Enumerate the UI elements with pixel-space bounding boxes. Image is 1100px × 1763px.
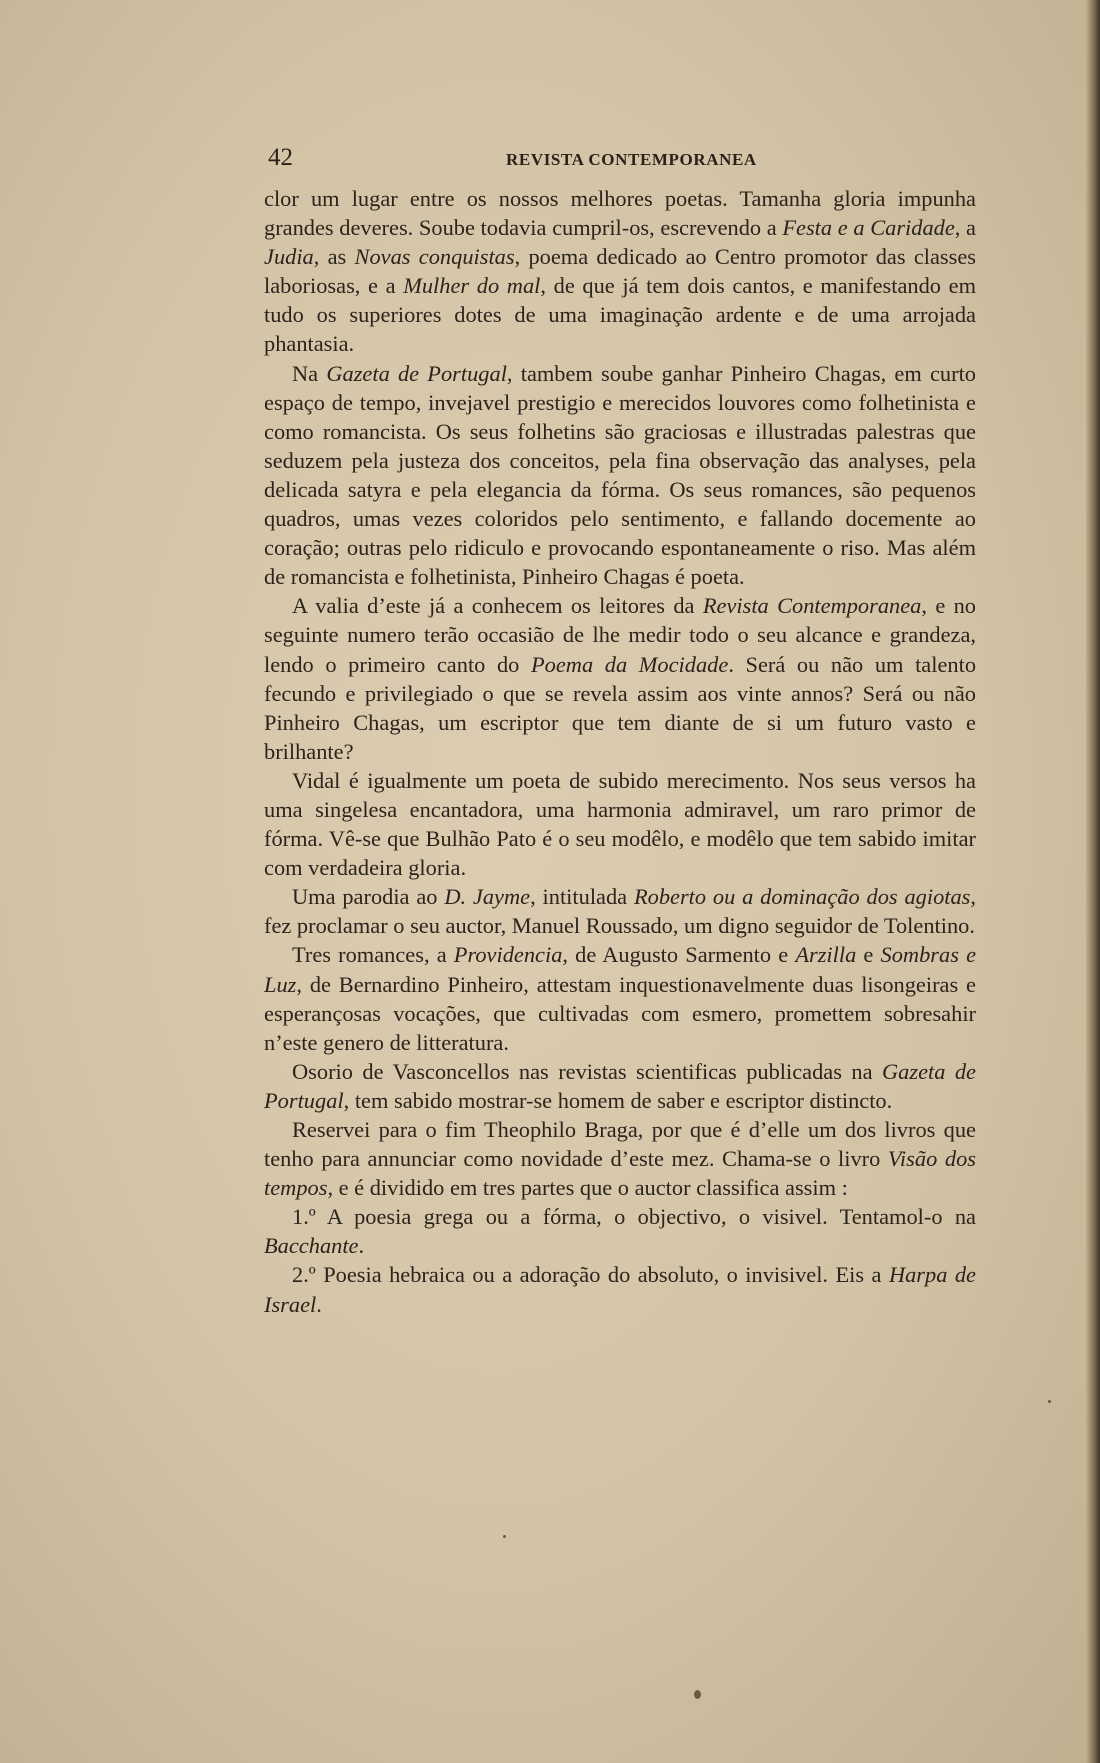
italic-title-text: Judia — [264, 244, 314, 270]
paragraph-text: 1.º A poesia grega ou a fórma, o objectivo, o visivel. Tentamol-o na — [292, 1204, 976, 1230]
italic-title-text: Gazeta de Portugal — [326, 360, 507, 386]
paragraph — [264, 1057, 976, 1115]
paragraph — [264, 940, 976, 1056]
paragraph — [264, 1202, 976, 1260]
paragraph — [264, 766, 976, 882]
italic-title-text: Sombras e Luz — [264, 942, 977, 997]
paragraph-text: , e é dividido em tres partes que o auctor classifica assim : — [327, 1175, 848, 1201]
paragraph — [264, 184, 976, 359]
paragraph-text: , as — [313, 244, 355, 270]
paragraph-text: 2.º Poesia hebraica ou a adoração do absoluto, o invisivel. Eis a — [292, 1262, 889, 1288]
paragraph-text: A valia d’este já a conhecem os leitores da — [292, 593, 703, 619]
paragraph-text: , de Bernardino Pinheiro, attestam inquestionavelmente duas lisongeiras e esperançosas vocações, que cultivadas com esmero, promettem sobresahir n’este genero de litteratura. — [264, 971, 976, 1055]
paragraph-text: , intitulada — [530, 884, 634, 910]
italic-title-text: Bacchante — [264, 1233, 359, 1259]
italic-title-text: D. Jayme — [444, 884, 531, 910]
italic-title-text: Mulher do mal — [403, 273, 541, 299]
running-title: REVISTA CONTEMPORANEA — [506, 150, 757, 169]
paragraph-text: , a — [954, 215, 976, 241]
italic-title-text: Gazeta de Portugal — [264, 1058, 976, 1113]
page-header — [268, 144, 988, 174]
paragraph-text: e — [856, 942, 881, 968]
italic-title-text: Visão dos tempos — [264, 1146, 976, 1201]
italic-title-text: Festa e a Caridade — [782, 215, 955, 241]
paragraph — [264, 591, 976, 766]
italic-title-text: Arzilla — [795, 942, 857, 968]
paragraph-text: , fez proclamar o seu auctor, Manuel Roussado, um digno seguidor de Tolentino. — [264, 884, 977, 939]
italic-title-text: Roberto ou a dominação dos agiotas — [633, 884, 971, 910]
paragraph — [264, 882, 976, 940]
paragraph-text: . — [358, 1233, 365, 1259]
paragraph-text: Osorio de Vasconcellos nas revistas scientificas publicadas na — [292, 1058, 882, 1084]
paragraph-text: , de que já tem dois cantos, e manifestando em tudo os superiores dotes de uma imaginação ardente e de uma arrojada phantasia. — [264, 273, 977, 357]
paragraph-text: , tambem soube ganhar Pinheiro Chagas, em curto espaço de tempo, invejavel prestigio e merecidos louvores como folhetinista e como romancista. Os seus folhetins são graciosas e illustradas palestras que seduzem pela justeza dos conceitos, pela fina observação das analyses, pela delicada satyra e pela elegancia da fórma. Os seus romances, são pequenos quadros, umas vezes coloridos pelo sentimento, e fallando docemente ao coração; outras pelo ridiculo e provocando espontaneamente o riso. Mas além de romancista e folhetinista, Pinheiro Chagas é poeta. — [264, 360, 976, 590]
paragraph-text: Tres romances, a — [292, 942, 454, 968]
paragraph-text: Reservei para o fim Theophilo Braga, por que é d’elle um dos livros que tenho para annunciar como novidade d’este mez. Chama-se o livro — [264, 1117, 976, 1172]
paragraph — [264, 1115, 976, 1202]
italic-title-text: Novas conquistas — [354, 244, 515, 270]
italic-title-text: Harpa de Israel — [264, 1262, 976, 1317]
paragraph — [264, 1260, 976, 1318]
paragraph-text: . — [316, 1291, 322, 1317]
italic-title-text: Revista Contemporanea — [702, 593, 922, 619]
page-number: 42 — [268, 144, 293, 171]
paper-speck — [1048, 1400, 1051, 1403]
paragraph-text: Vidal é igualmente um poeta de subido merecimento. Nos seus versos ha uma singelesa encantadora, uma harmonia admiravel, um raro primor de fórma. Vê-se que Bulhão Pato é o seu modêlo, e modêlo que tem sabido imitar com verdadeira gloria. — [264, 767, 976, 881]
paragraph-text: , de Augusto Sarmento e — [562, 942, 796, 968]
paper-speck — [503, 1535, 506, 1538]
page-edge-shadow — [1086, 0, 1100, 1763]
italic-title-text: Poema da Mocidade — [530, 651, 729, 677]
italic-title-text: Providencia — [453, 942, 563, 968]
paragraph-text: , poema dedicado ao Centro promotor das classes laboriosas, e a — [264, 244, 976, 299]
article-body — [264, 184, 976, 1319]
paragraph-text: Na — [292, 360, 327, 386]
paragraph-text: . Será ou não um talento fecundo e privilegiado o que se revela assim aos vinte annos? Será ou não Pinheiro Chagas, um escriptor que tem diante de si um futuro vasto e brilhante? — [264, 651, 977, 764]
paragraph-text: Uma parodia ao — [292, 884, 445, 910]
paragraph-text: clor um lugar entre os nossos melhores poetas. Tamanha gloria impunha grandes deveres. Soube todavia cumpril-os, escrevendo a — [264, 186, 976, 241]
paper-speck — [694, 1690, 701, 1699]
paragraph-text: , tem sabido mostrar-se homem de saber e escriptor distincto. — [343, 1087, 893, 1113]
paragraph — [264, 359, 976, 592]
paragraph-text: , e no seguinte numero terão occasião de lhe medir todo o seu alcance e grandeza, lendo o primeiro canto do — [264, 593, 976, 677]
